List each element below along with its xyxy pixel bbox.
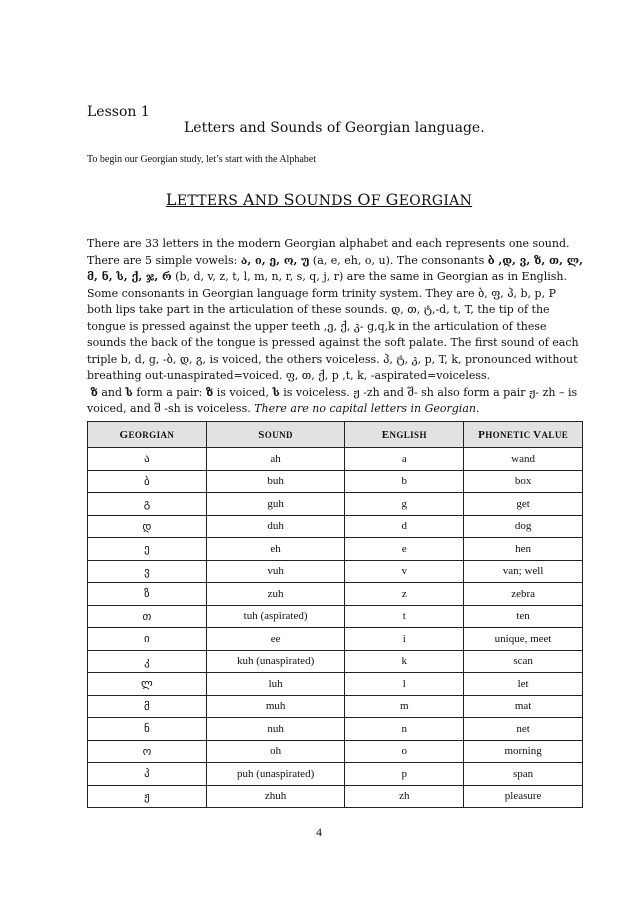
cell-english: a <box>345 448 464 471</box>
table-row <box>88 538 583 561</box>
table-row <box>88 470 583 493</box>
cell-english: z <box>345 583 464 606</box>
cell-phonetic-value: span <box>464 763 583 786</box>
cell-english: g <box>345 493 464 516</box>
cell-phonetic-value: box <box>464 470 583 493</box>
cell-english: zh <box>345 785 464 808</box>
para-text-1: There are 33 letters in the modern Georgian alphabet and each represents one sound. There are 5 simple vowels: <box>87 237 570 267</box>
cell-sound: oh <box>206 740 345 763</box>
cell-georgian: ი <box>88 628 207 651</box>
cell-georgian: ბ <box>88 470 207 493</box>
alphabet-table <box>87 421 583 808</box>
cell-english: k <box>345 650 464 673</box>
table-header-row <box>88 422 583 448</box>
cell-phonetic-value: scan <box>464 650 583 673</box>
cell-sound: muh <box>206 695 345 718</box>
consonants-list: ბ ,დ, ვ, ზ, თ, ლ, მ, ნ, ს, ქ, ჯ, რ <box>87 253 583 283</box>
sh-letter-2: ს <box>272 385 280 399</box>
cell-english: b <box>345 470 464 493</box>
header-english: ENGLISH <box>345 422 464 448</box>
cell-phonetic-value: pleasure <box>464 785 583 808</box>
cell-sound: buh <box>206 470 345 493</box>
lesson-label: Lesson 1 <box>87 104 150 120</box>
cell-sound: ee <box>206 628 345 651</box>
table-row <box>88 515 583 538</box>
table-row <box>88 605 583 628</box>
cell-georgian: ზ <box>88 583 207 606</box>
cell-georgian: მ <box>88 695 207 718</box>
cell-georgian: ნ <box>88 718 207 741</box>
cell-georgian: ვ <box>88 560 207 583</box>
lesson-subtitle: Letters and Sounds of Georgian language. <box>184 120 485 136</box>
cell-english: t <box>345 605 464 628</box>
cell-sound: kuh (unaspirated) <box>206 650 345 673</box>
cell-phonetic-value: let <box>464 673 583 696</box>
intro-text: To begin our Georgian study, let’s start with the Alphabet <box>87 154 316 165</box>
section-heading: LETTERS AND SOUNDS OF GEORGIAN <box>165 190 473 209</box>
cell-phonetic-value: hen <box>464 538 583 561</box>
cell-phonetic-value: mat <box>464 695 583 718</box>
cell-sound: zuh <box>206 583 345 606</box>
sh-letter: ს <box>125 385 133 399</box>
table-row <box>88 493 583 516</box>
cell-georgian: კ <box>88 650 207 673</box>
zh-letter-2: ზ <box>205 385 214 399</box>
cell-georgian: გ <box>88 493 207 516</box>
zh-letter: ზ <box>90 385 98 399</box>
cell-english: m <box>345 695 464 718</box>
cell-english: v <box>345 560 464 583</box>
cell-english: d <box>345 515 464 538</box>
table-row <box>88 673 583 696</box>
cell-georgian: თ <box>88 605 207 628</box>
cell-georgian: დ <box>88 515 207 538</box>
cell-phonetic-value: morning <box>464 740 583 763</box>
table-row <box>88 628 583 651</box>
para-text-7: is voiceless. ჟ -zh and შ- sh also form a pair ჟ- zh – is voiced, and შ -sh is voiceless. <box>87 385 578 415</box>
vowels-list: ა, ი, ე, ო, უ <box>240 253 310 267</box>
cell-sound: eh <box>206 538 345 561</box>
cell-sound: duh <box>206 515 345 538</box>
cell-phonetic-value: get <box>464 493 583 516</box>
cell-georgian: ე <box>88 538 207 561</box>
cell-english: p <box>345 763 464 786</box>
table-row <box>88 560 583 583</box>
table-row <box>88 448 583 471</box>
table-row <box>88 785 583 808</box>
table-row <box>88 740 583 763</box>
cell-english: l <box>345 673 464 696</box>
para-text-3: (b, d, v, z, t, l, m, n, r, s, q, j, r) are the same in Georgian as in English. Some consonants in Georgian language form trinity system. They are ბ, ფ, პ, b, p, P both lips take part in the articulation of these sounds. დ, თ, ტ,-d, t, T, the tip of the tongue is pressed against the upper teeth ,ე, ქ, კ- g,q,k in the articulation of these sounds the back of the tongue is pressed against the soft palate. The first sound of each triple b, d, g, -ბ, დ, გ, is voiced, the others voiceless. პ, ტ, კ, p, T, k, pronounced without breathing out-unaspirated=voiced. ფ, თ, ქ, p ,t, k, -aspirated=voiceless. <box>87 270 579 382</box>
cell-english: i <box>345 628 464 651</box>
cell-english: e <box>345 538 464 561</box>
cell-phonetic-value: unique, meet <box>464 628 583 651</box>
cell-sound: zhuh <box>206 785 345 808</box>
table-row <box>88 763 583 786</box>
cell-sound: tuh (aspirated) <box>206 605 345 628</box>
cell-phonetic-value: dog <box>464 515 583 538</box>
cell-georgian: ა <box>88 448 207 471</box>
para-text-4: and <box>97 385 126 399</box>
para-text-5: form a pair: <box>132 385 206 399</box>
table-row <box>88 650 583 673</box>
cell-georgian: ჟ <box>88 785 207 808</box>
cell-sound: vuh <box>206 560 345 583</box>
cell-english: o <box>345 740 464 763</box>
cell-sound: nuh <box>206 718 345 741</box>
capital-letters-note: There are no capital letters in Georgian. <box>254 402 480 415</box>
cell-phonetic-value: zebra <box>464 583 583 606</box>
cell-phonetic-value: van; well <box>464 560 583 583</box>
table-row <box>88 695 583 718</box>
cell-english: n <box>345 718 464 741</box>
cell-phonetic-value: wand <box>464 448 583 471</box>
header-phonetic-value: PHONETIC VALUE <box>464 422 583 448</box>
header-georgian: GEORGIAN <box>88 422 207 448</box>
cell-sound: ah <box>206 448 345 471</box>
cell-sound: luh <box>206 673 345 696</box>
cell-sound: guh <box>206 493 345 516</box>
para-text-6: is voiced, <box>213 385 273 399</box>
page-number: 4 <box>316 825 322 839</box>
cell-phonetic-value: ten <box>464 605 583 628</box>
table-row <box>88 718 583 741</box>
table-row <box>88 583 583 606</box>
cell-georgian: ლ <box>88 673 207 696</box>
cell-sound: puh (unaspirated) <box>206 763 345 786</box>
para-text-2: (a, e, eh, o, u). The consonants <box>309 253 488 267</box>
alphabet-paragraph <box>87 236 583 418</box>
header-sound: SOUND <box>206 422 345 448</box>
cell-georgian: ო <box>88 740 207 763</box>
cell-phonetic-value: net <box>464 718 583 741</box>
cell-georgian: პ <box>88 763 207 786</box>
